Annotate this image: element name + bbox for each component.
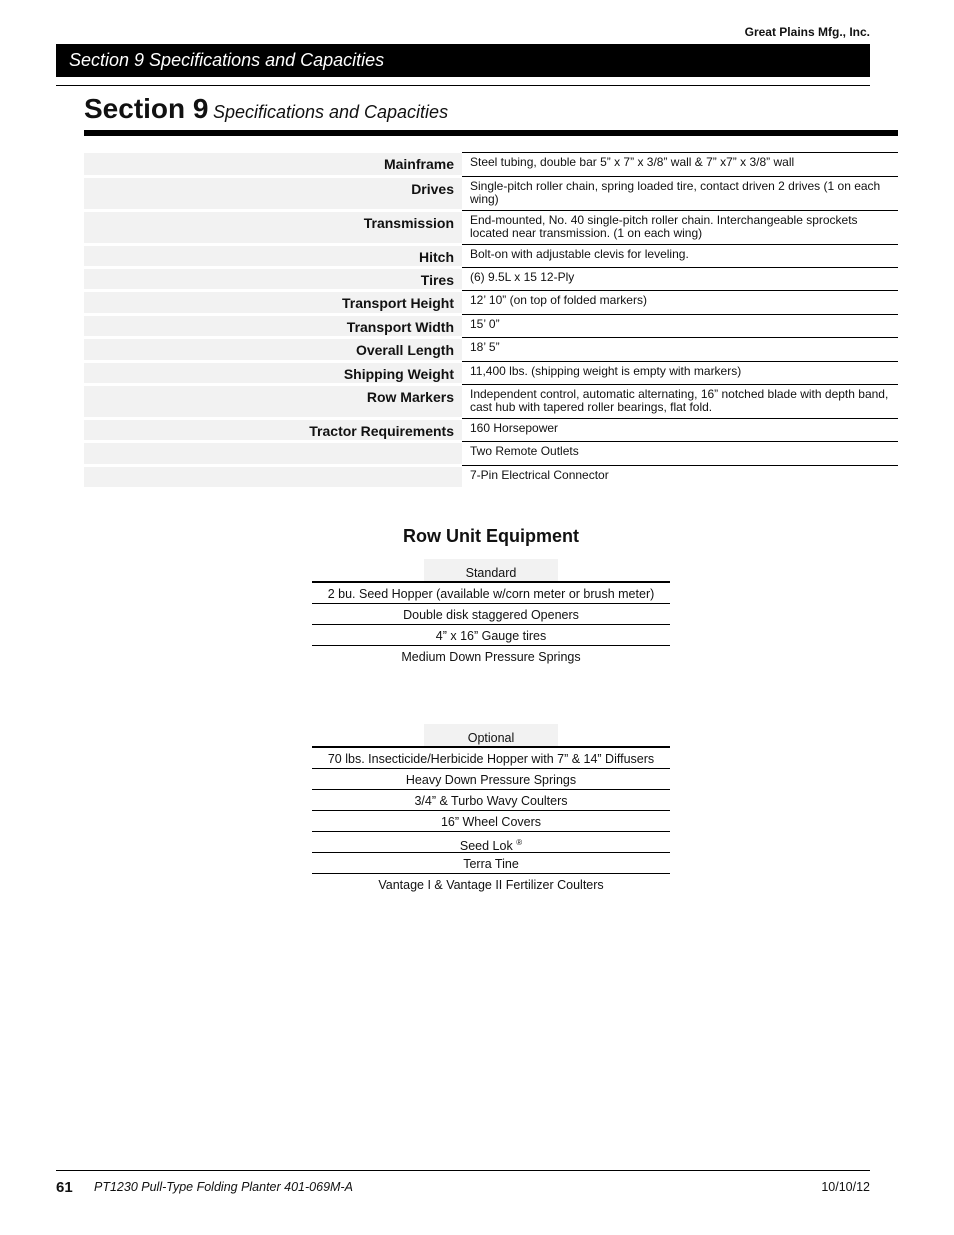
equipment-item: 16” Wheel Covers [312,811,670,832]
equipment-item: Medium Down Pressure Springs [401,650,581,664]
standard-equipment-table [312,559,670,666]
spec-value: Bolt-on with adjustable clevis for leveling. [462,245,898,268]
spec-label [84,442,462,466]
spec-value: 160 Horsepower [462,419,898,442]
spec-label: Transmission [84,211,462,245]
optional-header: Optional [424,724,558,746]
spec-label: Hitch [84,245,462,268]
equipment-item: Terra Tine [312,853,670,874]
spec-row [84,338,898,362]
row-unit-heading: Row Unit Equipment [403,526,579,546]
standard-header: Standard [424,559,558,581]
equipment-item: 2 bu. Seed Hopper (available w/corn meter or brush meter) [312,583,670,604]
spec-value: Two Remote Outlets [462,442,898,466]
spec-label [84,466,462,489]
spec-row [84,153,898,177]
section-number: Section 9 [84,93,209,124]
spec-label: Tires [84,268,462,291]
spec-value: End-mounted, No. 40 single-pitch roller chain. Interchangeable sprockets located near transmission. (1 on each wing) [462,211,898,245]
spec-row [84,362,898,385]
spec-row [84,245,898,268]
spec-value: 12’ 10” (on top of folded markers) [462,291,898,315]
equipment-item [312,832,670,853]
spec-row [84,385,898,419]
spec-value: Independent control, automatic alternating, 16” notched blade with depth band, cast hub with tapered roller bearings, flat fold. [462,385,898,419]
equipment-item: 70 lbs. Insecticide/Herbicide Hopper with 7” & 14” Diffusers [312,748,670,769]
section-subtitle: Specifications and Capacities [212,102,449,122]
specifications-table [84,152,898,490]
header-divider [56,85,870,86]
equipment-item: Double disk staggered Openers [312,604,670,625]
optional-header-row [312,724,670,748]
spec-label: Shipping Weight [84,362,462,385]
spec-value: 11,400 lbs. (shipping weight is empty with markers) [462,362,898,385]
spec-label: Drives [84,177,462,211]
spec-row [84,291,898,315]
spec-row [84,315,898,338]
spec-label: Overall Length [84,338,462,362]
equipment-item: Heavy Down Pressure Springs [312,769,670,790]
spec-row [84,177,898,211]
document-title: PT1230 Pull-Type Folding Planter 401-069M-A [94,1180,353,1194]
spec-row [84,442,898,466]
equipment-item: 4” x 16” Gauge tires [312,625,670,646]
page-number: 61 [56,1179,73,1196]
spec-value: Single-pitch roller chain, spring loaded tire, contact driven 2 drives (1 on each wing) [462,177,898,211]
footer-divider [56,1170,870,1171]
equipment-item: 3/4” & Turbo Wavy Coulters [312,790,670,811]
spec-row [84,419,898,442]
spec-value: Steel tubing, double bar 5” x 7” x 3/8” wall & 7” x7” x 3/8” wall [462,153,898,177]
equipment-item: Vantage I & Vantage II Fertilizer Coulters [378,878,604,892]
spec-value: 7-Pin Electrical Connector [462,466,898,489]
spec-row [84,268,898,291]
company-name: Great Plains Mfg., Inc. [744,25,870,39]
spec-value: (6) 9.5L x 15 12-Ply [462,268,898,291]
spec-label: Row Markers [84,385,462,419]
spec-label: Mainframe [84,153,462,177]
registered-mark: ® [516,838,523,847]
section-banner: Section 9 Specifications and Capacities [56,44,870,77]
spec-label: Transport Height [84,291,462,315]
spec-row [84,211,898,245]
page-title [84,93,448,125]
standard-header-row [312,559,670,583]
title-divider [84,130,898,136]
equipment-item-text: Seed Lok [459,839,513,854]
spec-label: Transport Width [84,315,462,338]
spec-label: Tractor Requirements [84,419,462,442]
document-date: 10/10/12 [821,1180,870,1194]
optional-equipment-table [312,724,670,894]
spec-value: 15’ 0” [462,315,898,338]
spec-row [84,466,898,489]
spec-value: 18’ 5” [462,338,898,362]
